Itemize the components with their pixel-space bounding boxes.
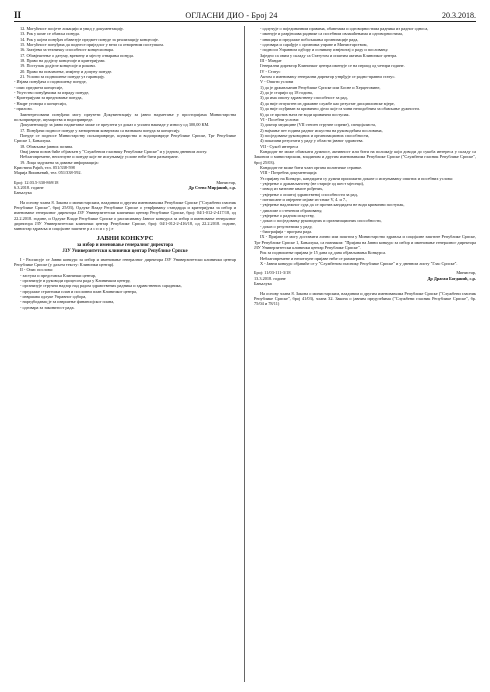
signature-line: Бањалука <box>14 190 32 196</box>
paragraph: I - Расписује се Јавни конкурс за избор и именовање генералног директора ЈЗУ Универзитетски клинички центар Републике Српске (у даљем тексту: Клинички центар). <box>14 256 236 268</box>
contact-line: Марија Вишњевић, тел. 051/338-592. <box>14 170 82 176</box>
paragraph: 12. Могућност посјете локацији и увид у документацију. <box>20 26 124 31</box>
paragraph: - доказ о резултатима у раду, <box>260 223 313 229</box>
paragraph: VII - Сукоб интереса <box>260 143 299 149</box>
paragraph: 15. Могућност понуђача да поднесе приједлог у вези са отвореним поступком. <box>20 42 164 48</box>
left-preamble <box>14 200 236 232</box>
paragraph: - именује и разрјешава раднике са посебним овлашћењима и одговорностима, <box>260 31 403 37</box>
signature-line: Др Стево Мирјанић, с.р. <box>188 184 236 190</box>
right-bottom-paragraphs <box>254 291 476 307</box>
paragraph: 1) доктор медицине (VII степен стручне спреме), специјалиста, <box>260 122 376 128</box>
paragraph: - одговара за законитост рада. <box>20 304 75 310</box>
list-item: - опис предмета концесије, <box>14 84 64 90</box>
signature-line: Министар, <box>216 179 236 185</box>
left-column <box>14 26 236 682</box>
paragraph: 19. Лица задужена за давање информација: <box>20 159 99 165</box>
left-konkurs-text <box>14 257 236 310</box>
page-number: II <box>14 10 22 20</box>
left-top-paragraphs <box>14 26 236 79</box>
list-item: - Нацрт уговора о концесији, <box>14 100 67 106</box>
paragraph: - организује и руководи процесом рада у Клиничком центру, <box>20 278 131 284</box>
left-signature-ref <box>14 180 58 196</box>
list-item: - Упутство понуђачима за израду понуде, <box>14 90 90 96</box>
column-divider <box>244 26 245 682</box>
paragraph: - подноси Управном одбору и оснивачу извјештај о раду и пословању. <box>260 47 389 53</box>
paragraph: На основу члана 8. Закона о министарским, владиним и другим именовањима Републике Српске ("Службени гласник Републике Српске", број 25/03), Одлуке Владе Републике Српске о утврђивању стандарда и критеријума за избор и именовање генералног директора ЈЗУ Универзитетски клинички центар Републике Српске, број: 04/1-012-2-417/18, од 22.2.2018. године, и Одлуке Владе Републике Српске о расписивању Јавног конкурса за избор и именовање генералног директора ЈЗУ Универзитетски клинички центар Републике Српске, број: 04/1-012-2-416/18, од 22.2.2018. године, министар здравља и социјалне заштите р а с п и с у ј е <box>14 199 236 232</box>
paragraph: 3) посједовање руководних и организационих способности, <box>260 132 370 138</box>
paragraph: - иницира и предлаже побољшања организације рада, <box>260 36 359 42</box>
list-item: - прилози. <box>14 106 33 112</box>
list-item: - Критеријуми за вредновање понуда, <box>14 95 83 101</box>
journal-title: ОГЛАСНИ ДИО - Број 24 <box>185 11 278 20</box>
paragraph: - извршава одлуке Управног одбора, <box>20 294 87 300</box>
signature-line: 6.3.2018. године <box>14 184 44 190</box>
right-signature-signer <box>427 270 476 286</box>
paragraph: - одговара и сарађује с органима управе и Министарством, <box>260 42 368 48</box>
right-column <box>254 26 476 682</box>
paragraph: - извод из матичне књиге рођених, <box>260 186 324 192</box>
paragraph: 18. Обављање јавних позива. <box>20 143 74 149</box>
paragraph: Актом о именовању генерални директор утврђује се радно-правни статус. <box>260 74 396 80</box>
paragraph: Документацију за јавно надметање може се преузети уз доказ о уплати накнаде у износу од 300,00 КМ. <box>20 122 210 128</box>
paragraph: - потписане и овјерене изјаве из тачке V, 4. и 7., <box>260 197 348 202</box>
right-signature-block <box>254 270 476 286</box>
signature-line: 13.3.2018. године <box>254 275 286 281</box>
issue-date: 20.3.2018. <box>442 11 476 20</box>
paragraph: 17. Понуђачи подносе понуде у затвореним ковертама са назнаком понуда за концесију. <box>20 127 181 133</box>
paragraph: III - Мандат <box>260 58 282 64</box>
paragraph: 14. Рок у којем понуђач обавезује предмет понуде за реализацију концесије. <box>20 36 159 42</box>
paragraph: 5) да није осуђиван за кривично дјело које га чини неподобним за обављање дужности. <box>260 106 420 112</box>
paragraph: VIII - Потребна документација <box>260 170 317 176</box>
paragraph: 13. Рок у коме се обавља понуда. <box>20 31 81 37</box>
paragraph: IV - Статус <box>260 68 281 74</box>
paragraph: VI - Посебни услови: <box>260 116 300 122</box>
left-mid-paragraphs <box>14 112 236 165</box>
paragraph: II - Опис послова: <box>20 267 53 273</box>
paragraph: IX - Пријаве се могу доставити лично или поштом у Министарство здравља и социјалне заштите Републике Српске, Трг Републике Српске 1, Бањалука, са назнаком: "Пријава на Јавни конкурс за избор и именовање генералног директора ЈЗУ Универзитетски клинички центар Републике Српске". <box>254 234 476 251</box>
paragraph: Кандидат не може обављати дужност, активност или бити на положају који доводи до сукоба интереса у складу са Законом о министарским, владиним и другим именовањима Републике Српске ("Службени гласник Републике Српске", број 25/03). <box>254 148 476 165</box>
paragraph: 17. Обавјештење о датуму, времену и мјесту отварања понуда. <box>20 52 134 58</box>
paragraph: 6) да се против њега не води кривични поступак. <box>260 111 350 117</box>
paragraph: На основу члана 8. Закона о министарским, владиним и другим именовањима Републике Српске ("Службени гласник Републике Српске", број 41/03), члана 32. Закона о јавним предузећима ("Службени гласник Републике Српске", бр. 75/04 и 78/11) <box>254 290 476 307</box>
left-signature-block <box>14 180 236 196</box>
paragraph: - дипломе о стеченом образовању, <box>260 207 323 213</box>
paragraph: 3) да има општу здравствену способност за рад, <box>260 95 348 101</box>
signature-line: Министар, <box>456 270 476 276</box>
signature-line: Број: 11/03-111-3/18 <box>254 270 291 276</box>
paragraph: Овај јавни позив биће објављен у "Службеном гласнику Републике Српске" и у једном дневном листу. <box>20 148 208 154</box>
contact-line: Кристина Рајић, тел. 051/338-598 <box>14 164 75 170</box>
paragraph: - организује стручни надзор над радом здравствених радника и здравствених сарадника, <box>20 283 182 289</box>
right-top-paragraphs <box>254 26 476 53</box>
signature-line: Др Драган Богданић, с.р. <box>427 275 476 281</box>
paragraph: Заинтересовани понуђачи могу преузети Документацију за јавно надметање у просторијама Министарства пољопривреде, шумарства и водопривреде. <box>14 111 236 122</box>
paragraph: 21. Услови за подношење понуде уз гаранцију. <box>20 74 105 80</box>
paragraph: Заједно са овим у складу са Статутом и општим актима Клиничког центра. <box>260 52 398 58</box>
paragraph: 2) да је старији од 18 година, <box>260 90 313 96</box>
paragraph: - биографија - програм рада. <box>260 229 313 235</box>
konkurs-title: ЈАВНИ КОНКУРС <box>96 234 154 242</box>
paragraph: 4) да није отпуштен из државне службе као резултат дисциплинске мјере, <box>260 100 395 106</box>
paragraph: Генерални директор Клиничког центра именује се на период од четири године. <box>260 63 405 69</box>
left-contacts <box>14 165 236 176</box>
paragraph: - увјерење надлежног суда да се против кандидата не води кривични поступак, <box>260 202 405 208</box>
paragraph: Неблаговремене, непотпуне и понуде које не испуњавају услове неће бити разматране. <box>20 154 179 160</box>
konkurs-subtitle-1: за избор и именовање генералног директора <box>76 242 174 248</box>
paragraph: 16. Захтјеви за техничку способност концесионара. <box>20 47 114 53</box>
konkurs-subtitle-2: ЈЗУ Универзитетски клинички центар Републике Српске <box>62 248 188 254</box>
paragraph: 18. Право на додјелу концесије и критеријуми. <box>20 58 106 64</box>
paragraph: - одлучује о појединачним правима, обавезама и одговорностима радника из радног односа, <box>260 26 429 31</box>
paragraph: Рок за подношење пријава је 15 дана од дана објављивања Конкурса. <box>260 250 387 256</box>
paragraph: 4) показани резултати у раду у области јавног здравства. <box>260 138 364 144</box>
paragraph: - увјерење о радном искуству, <box>260 213 315 219</box>
signature-line: Број: 12.03.5-330-869/18 <box>14 179 59 185</box>
paragraph: Уз пријаву на Конкурс, кандидати су дужни приложити доказе о испуњавању општих и посебних услова: <box>260 175 453 181</box>
paragraph: V - Општи услови <box>260 79 294 85</box>
paragraph: Неблаговремене и непотпуне пријаве неће се разматрати. <box>260 255 365 261</box>
paragraph: 19. Поступак додјеле концесије и рокови. <box>20 63 96 69</box>
paragraph: - предлаже стратешки план и пословни план Клиничког центра, <box>20 288 138 294</box>
left-list <box>14 79 236 111</box>
paragraph: - наредбодавац је за извршење финансијског плана, <box>20 299 115 305</box>
paragraph: 1) да је држављанин Републике Српске или Босне и Херцеговине, <box>260 84 381 90</box>
paragraph: 2) најмање пет година радног искуства на руководећим пословима, <box>260 127 383 133</box>
paragraph: - увјерење о општој здравственој способности за рад, <box>260 191 358 197</box>
page-header <box>14 8 476 22</box>
paragraph: - увјерење о држављанству (не старије од шест мјесеци), <box>260 180 365 186</box>
paragraph: Понуде се подносе Министарству пољопривреде, шумарства и водопривреде Републике Српске, Трг Републике Српске 1, Бањалука. <box>14 132 236 144</box>
signature-line: Бањалука <box>254 281 272 287</box>
right-signature-ref <box>254 270 290 286</box>
paragraph: Кандидат не може бити члан органа политичке странке. <box>260 164 363 170</box>
list-item: - Изјава понуђача о подношењу понуде, <box>14 79 87 85</box>
paragraph: - заступа и представља Клинички центар, <box>20 272 97 278</box>
left-signature-signer <box>189 180 236 196</box>
paragraph: - доказ о посједовању руководних и организационих способности, <box>260 218 382 224</box>
paragraph: 20. Право на повлачење, измјену и допуну понуде. <box>20 68 113 74</box>
paragraph: X - Јавни конкурс објавиће се у "Службеном гласнику Републике Српске" и у дневном листу "Глас Српске". <box>260 261 458 267</box>
right-konkurs-text <box>254 53 476 267</box>
